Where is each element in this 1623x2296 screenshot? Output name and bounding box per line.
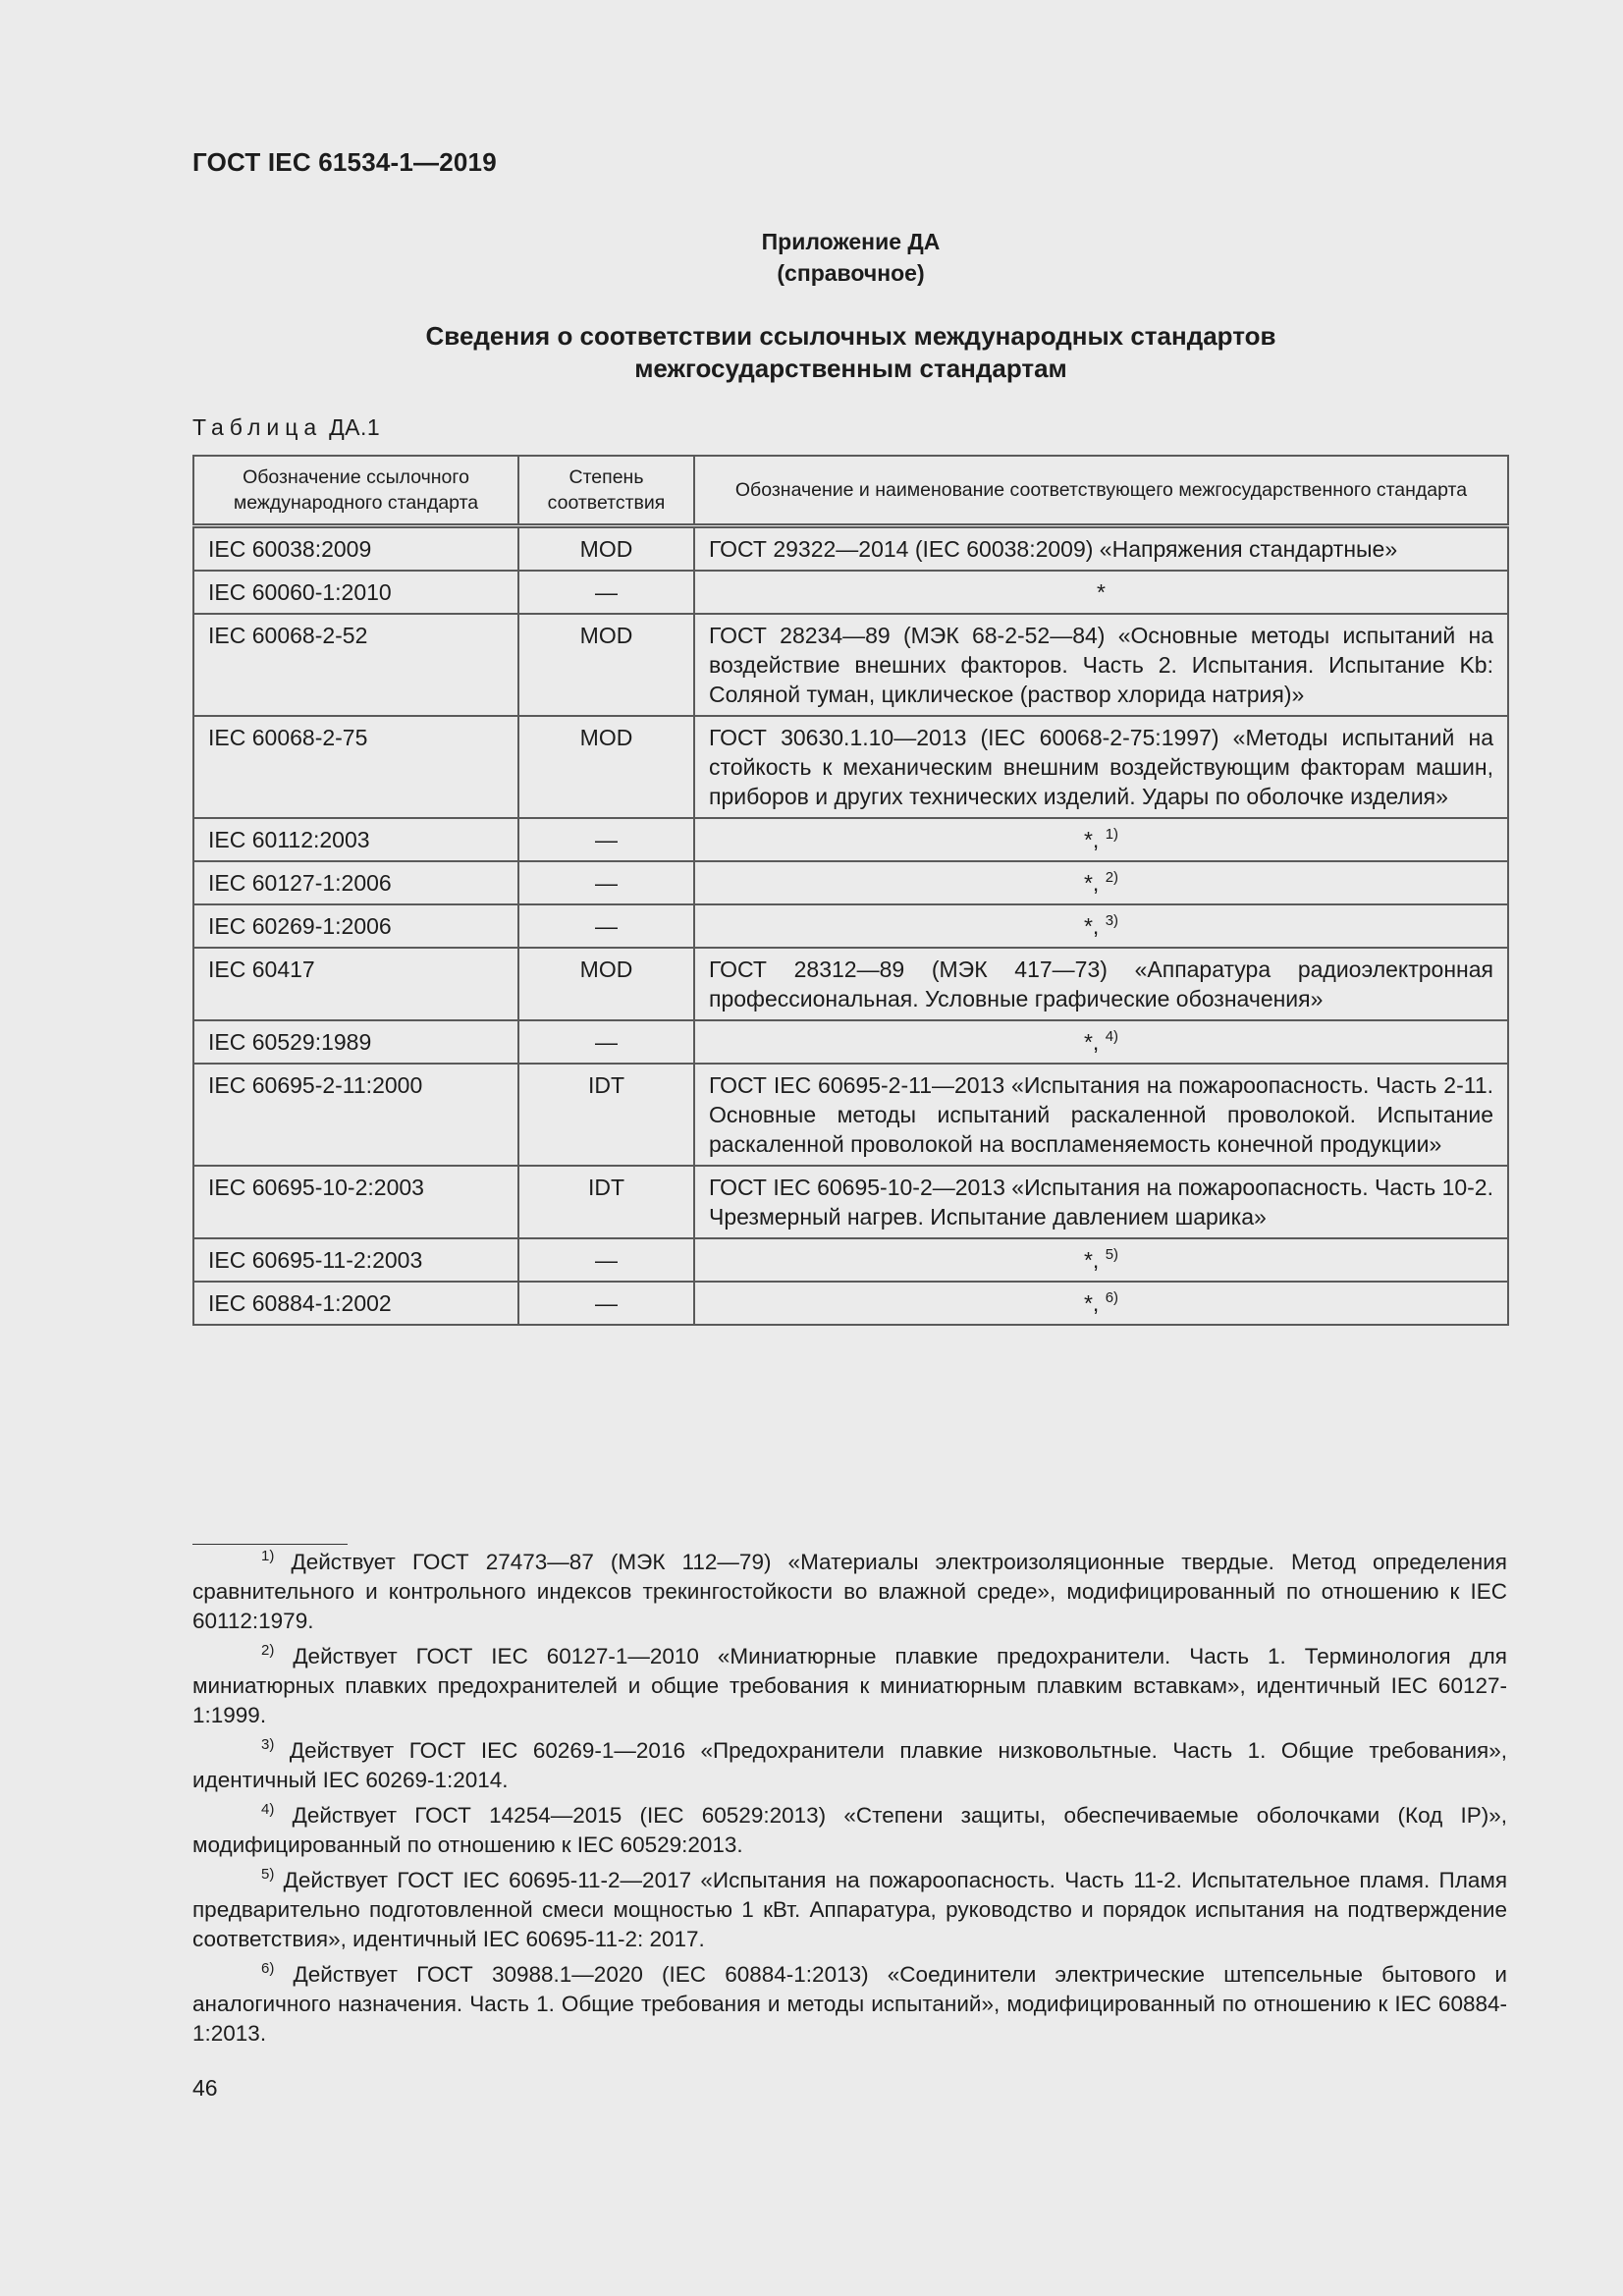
interstate-standard-text: ГОСТ 28234—89 (МЭК 68-2-52—84) «Основные методы испытаний на воздействие внешних факторов. Часть 2. Испытания. Испытание Kb: Соляной туман, циклическое (раствор хлорида натрия)» [709, 623, 1493, 707]
cell-intl-standard: IEC 60269-1:2006 [193, 904, 518, 948]
cell-interstate-standard [694, 526, 1508, 572]
cell-intl-standard: IEC 60695-10-2:2003 [193, 1166, 518, 1238]
table-row [193, 861, 1508, 904]
interstate-standard-text: ГОСТ 30630.1.10—2013 (IEC 60068-2-75:1997) «Методы испытаний на стойкость к механическим внешним воздействующим факторам машин, приборов и других технических изделий. Удары по оболочке изделия» [709, 725, 1493, 809]
footnote-text: Действует ГОСТ IEC 60127-1—2010 «Миниатюрные плавкие предохранители. Часть 1. Терминология для миниатюрных плавких предохранителей и общие требования к миниатюрным плавким вставкам», идентичный IEC 60127-1:1999. [192, 1644, 1507, 1727]
table-row [193, 1020, 1508, 1064]
footnote [192, 1642, 1507, 1730]
cell-correspondence-degree: — [518, 1020, 694, 1064]
cell-interstate-standard-absent [694, 904, 1508, 948]
cell-intl-standard: IEC 60068-2-75 [193, 716, 518, 818]
cell-intl-standard: IEC 60127-1:2006 [193, 861, 518, 904]
cell-correspondence-degree: — [518, 1282, 694, 1325]
table-row [193, 614, 1508, 716]
absent-standard-marker: *, [1083, 1290, 1100, 1316]
section-heading-line-2: межгосударственным стандартам [634, 354, 1067, 383]
table-header-row [193, 456, 1508, 526]
footnote-mark: 6) [261, 1960, 275, 1977]
section-heading-line-1: Сведения о соответствии ссылочных международных стандартов [425, 321, 1276, 351]
footnotes [192, 1548, 1507, 2054]
cell-correspondence-degree: MOD [518, 526, 694, 572]
footnote-text: Действует ГОСТ IEC 60695-11-2—2017 «Испытания на пожароопасность. Часть 11-2. Испытательное пламя. Пламя предварительно подготовленной смеси мощностью 1 кВт. Аппаратура, руководство и порядок испытания на подтверждение соответствия», идентичный IEC 60695-11-2: 2017. [192, 1868, 1507, 1951]
cell-correspondence-degree: — [518, 861, 694, 904]
cell-interstate-standard-absent [694, 818, 1508, 861]
interstate-standard-text: ГОСТ IEC 60695-2-11—2013 «Испытания на пожароопасность. Часть 2-11. Основные методы испытаний раскаленной проволокой. Испытание раскаленной проволокой на воспламеняемость конечной продукции» [709, 1072, 1493, 1157]
table-row [193, 818, 1508, 861]
cell-intl-standard: IEC 60068-2-52 [193, 614, 518, 716]
footnote-mark: 3) [261, 1736, 275, 1753]
table-row [193, 904, 1508, 948]
header-interstate-standard: Обозначение и наименование соответствующего межгосударственного стандарта [694, 456, 1508, 526]
absent-standard-marker: *, [1083, 827, 1100, 852]
absent-standard-marker: *, [1083, 913, 1100, 939]
cell-intl-standard: IEC 60417 [193, 948, 518, 1020]
cell-intl-standard: IEC 60112:2003 [193, 818, 518, 861]
footnote-reference: 1) [1105, 826, 1119, 843]
table-label-word: Таблица [192, 414, 323, 440]
interstate-standard-text: ГОСТ 28312—89 (МЭК 417—73) «Аппаратура радиоэлектронная профессиональная. Условные графические обозначения» [709, 957, 1493, 1011]
absent-standard-marker: *, [1083, 870, 1100, 896]
page-number: 46 [192, 2075, 218, 2101]
footnote [192, 1736, 1507, 1795]
cell-correspondence-degree: MOD [518, 614, 694, 716]
cell-interstate-standard [694, 614, 1508, 716]
cell-intl-standard: IEC 60884-1:2002 [193, 1282, 518, 1325]
cell-interstate-standard-absent [694, 1282, 1508, 1325]
table-body [193, 526, 1508, 1326]
footnote-reference: 5) [1105, 1246, 1119, 1263]
cell-correspondence-degree: — [518, 818, 694, 861]
footnote-mark: 1) [261, 1548, 275, 1564]
interstate-standard-text: ГОСТ 29322—2014 (IEC 60038:2009) «Напряжения стандартные» [709, 536, 1398, 562]
footnote-mark: 2) [261, 1642, 275, 1659]
footnote [192, 1960, 1507, 2049]
footnote [192, 1866, 1507, 1954]
cell-interstate-standard [694, 1166, 1508, 1238]
cell-interstate-standard-absent [694, 861, 1508, 904]
table-row [193, 716, 1508, 818]
annex-status: (справочное) [777, 260, 925, 286]
cell-correspondence-degree: IDT [518, 1166, 694, 1238]
footnote-reference: 2) [1105, 869, 1119, 886]
cell-correspondence-degree: MOD [518, 948, 694, 1020]
cell-correspondence-degree: — [518, 904, 694, 948]
absent-standard-marker: *, [1083, 1247, 1100, 1273]
cell-intl-standard: IEC 60038:2009 [193, 526, 518, 572]
table-row [193, 1064, 1508, 1166]
table-row [193, 1238, 1508, 1282]
footnote-text: Действует ГОСТ 27473—87 (МЭК 112—79) «Материалы электроизоляционные твердые. Метод определения сравнительного и контрольного индексов трекингостойкости во влажной среде», модифицированный по отношению к IEC 60112:1979. [192, 1550, 1507, 1633]
absent-standard-marker: *, [1083, 1029, 1100, 1055]
cell-correspondence-degree: — [518, 1238, 694, 1282]
cell-interstate-standard-absent [694, 1020, 1508, 1064]
cell-interstate-standard-absent [694, 571, 1508, 614]
cell-intl-standard: IEC 60695-2-11:2000 [193, 1064, 518, 1166]
header-intl-standard: Обозначение ссылочного международного стандарта [193, 456, 518, 526]
cell-interstate-standard [694, 1064, 1508, 1166]
cell-interstate-standard [694, 948, 1508, 1020]
table-label [192, 414, 380, 441]
footnote-reference: 4) [1105, 1028, 1119, 1045]
footnote-text: Действует ГОСТ IEC 60269-1—2016 «Предохранители плавкие низковольтные. Часть 1. Общие требования», идентичный IEC 60269-1:2014. [192, 1738, 1507, 1792]
footnote-reference: 3) [1105, 912, 1119, 929]
cell-correspondence-degree: — [518, 571, 694, 614]
footnote-mark: 4) [261, 1801, 275, 1818]
cell-intl-standard: IEC 60695-11-2:2003 [193, 1238, 518, 1282]
header-correspondence-degree: Степень соответствия [518, 456, 694, 526]
footnote-reference: 6) [1105, 1289, 1119, 1306]
cell-correspondence-degree: MOD [518, 716, 694, 818]
footnote-text: Действует ГОСТ 14254—2015 (IEC 60529:2013) «Степени защиты, обеспечиваемые оболочками (Код IP)», модифицированный по отношению к IEC 60529:2013. [192, 1803, 1507, 1857]
cell-correspondence-degree: IDT [518, 1064, 694, 1166]
footnote-separator [192, 1544, 348, 1545]
table-row [193, 526, 1508, 572]
table-row [193, 571, 1508, 614]
cell-interstate-standard [694, 716, 1508, 818]
cell-intl-standard: IEC 60060-1:2010 [193, 571, 518, 614]
document-code: ГОСТ IEC 61534-1—2019 [192, 147, 497, 177]
absent-standard-marker: * [1097, 579, 1106, 605]
footnote-mark: 5) [261, 1866, 275, 1883]
standards-correspondence-table [192, 455, 1509, 1326]
cell-interstate-standard-absent [694, 1238, 1508, 1282]
table-row [193, 1166, 1508, 1238]
footnote-text: Действует ГОСТ 30988.1—2020 (IEC 60884-1:2013) «Соединители электрические штепсельные бытового и аналогичного назначения. Часть 1. Общие требования и методы испытаний», модифицированный по отношению к IEC 60884-1:2013. [192, 1962, 1507, 2046]
table-row [193, 1282, 1508, 1325]
annex-title: Приложение ДА [761, 229, 941, 254]
cell-intl-standard: IEC 60529:1989 [193, 1020, 518, 1064]
table-row [193, 948, 1508, 1020]
interstate-standard-text: ГОСТ IEC 60695-10-2—2013 «Испытания на пожароопасность. Часть 10-2. Чрезмерный нагрев. Испытание давлением шарика» [709, 1175, 1493, 1230]
table-label-number: ДА.1 [329, 414, 381, 440]
footnote [192, 1548, 1507, 1636]
footnote [192, 1801, 1507, 1860]
